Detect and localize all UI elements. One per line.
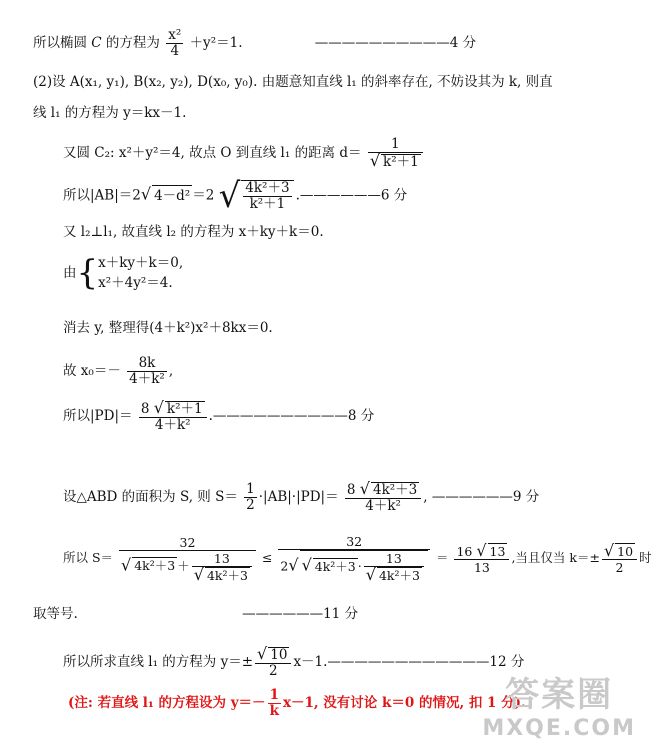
equation-2: x²＋4y²＝4. [98,275,173,291]
text-13a: 取等号. [33,606,78,622]
line-6 [63,222,324,242]
text-10a: 所以|PD|＝ [63,408,133,424]
watermark-logo: 答案圈 [505,675,614,715]
plus: ＋ [177,558,190,573]
fraction-inner [364,551,424,583]
fraction-half [244,482,257,513]
line-8 [63,318,273,338]
fraction-note [268,688,281,719]
text-1a: 所以椭圆 [33,35,92,51]
denominator: 4＋k² [129,371,165,387]
line-7 [63,253,183,293]
numerator: x² [168,27,182,43]
numerator: 8k [138,355,156,371]
equation-system [98,253,183,293]
denominator: 4＋k² [345,498,421,514]
radicand: 4k²＋3 [206,567,248,583]
denominator: 2√ √ 4k²＋3 · $\frac{13}{\text{√ 4k²＋3}}$ [278,549,430,583]
fraction-slope [255,646,291,679]
line-3 [33,103,186,123]
text-12b: ,当且仅当 k＝± [511,550,600,565]
line-2 [33,72,553,92]
fraction-area [345,481,421,514]
text-3: 线 l₁ 的方程为 y＝kx－1. [33,105,187,121]
note-line [68,688,526,719]
text-2: (2)设 A(x₁, y₁), B(x₂, y₂), D(x₀, y₀). 由题意知直线 l₁ 的斜率存在, 不妨设其为 k, 则直 [33,74,553,90]
denominator: 2 [255,663,291,679]
text-7a: 由 [63,265,77,281]
fraction-x2-over-4 [166,28,183,59]
denominator: 4 [166,43,183,59]
numerator: 8 √ 4k²＋3 [346,479,418,498]
le-sign: ≤ [261,550,273,565]
numerator: √ 10 [603,540,634,560]
numerator: 16 √ 13 [456,540,506,560]
numerator-coef: 8 [346,482,356,498]
text-9b: , [168,363,174,379]
radicand: 4k²＋3 [373,482,418,498]
radicand: 10 [270,647,288,663]
radicand: 13 [489,543,506,559]
numerator: 13 [213,550,230,566]
radicand-product: √ 4k²＋3 · $\frac{13}{\text{√ 4k²＋3}}$ [300,550,428,583]
radicand: 4k²＋3 [134,558,176,573]
numerator-coef: 16 [456,543,473,559]
text-11a: 设△ABD 的面积为 S, 则 S＝ [63,489,238,505]
note-b: x－1, 没有讨论 k＝0 的情况, 扣 1 分). [282,695,526,711]
fraction-s3 [454,540,509,575]
numerator: 1 [269,687,279,703]
text-12a: 所以 S＝ [63,550,114,565]
fraction-s2 [278,534,430,583]
score-12: x－1.————————————12 分 [293,654,525,670]
numerator: 4k²＋3 [245,180,290,196]
radicand-5: 4－d² [152,185,192,206]
line-10 [63,400,374,433]
fraction-ab [241,180,293,212]
radicand: 4k²＋3 [314,558,356,574]
denominator: 2 [246,497,255,513]
equation-1: x＋ky＋k＝0, [98,255,184,271]
denominator: √ 4k²＋3 ＋ $\frac{13}{\text{√ 4k²＋3}}$ [119,550,256,583]
text-12c: 时 [639,550,652,565]
radicand: 10 [617,543,634,559]
denominator: k [268,703,281,719]
text-1b: C [91,35,102,51]
numerator: 32 [346,534,363,549]
radicand: 4k²＋3 [378,568,420,583]
denominator: √ 4k²＋3 [192,566,252,583]
numerator-coef: 8 [140,401,150,417]
line-1 [33,28,476,59]
denominator: 4＋k² [139,417,207,433]
fraction-pd [139,400,207,433]
score-9: , ——————9 分 [423,489,540,505]
numerator: 13 [385,551,402,566]
line-11 [63,481,539,514]
radicand: k²＋1 [383,154,419,170]
score-8: .——————————8 分 [208,408,375,424]
text-5b: ＝2 [192,187,215,204]
line-14 [63,646,524,679]
text-1c: 的方程为 [101,35,160,51]
line-4 [63,137,425,170]
watermark-url: MXQE.COM [482,716,636,741]
denominator: √ k²＋1 [368,152,423,170]
score-4: ——————————4 分 [314,35,477,51]
text-5a: 所以|AB|＝2 [63,187,141,204]
radicand: k²＋1 [166,401,203,417]
line-12 [63,534,652,583]
text-11b: ·|AB|·|PD|＝ [258,489,339,505]
equals: ＝ [435,550,449,565]
denominator: 2 [602,559,637,575]
score-11: ——————11 分 [242,606,359,622]
fraction-inner [192,551,252,583]
text-9a: 故 x₀＝－ [63,363,121,379]
fraction-k [602,540,637,575]
numerator: √ 10 [257,644,288,663]
note-a: (注: 若直线 l₁ 的方程设为 y＝－ [68,695,266,711]
fraction-x0 [127,356,167,387]
text-8: 消去 y, 整理得(4＋k²)x²＋8kx＝0. [63,320,273,336]
numerator: 8 √ k²＋1 [140,398,203,417]
text-6: 又 l₂⊥l₁, 故直线 l₂ 的方程为 x＋ky＋k＝0. [63,224,324,240]
line-13 [33,604,358,624]
score-6: .——————6 分 [295,187,408,204]
brace-icon: { [76,253,99,293]
fraction-s1 [119,535,256,583]
text-1d: ＋y²＝1. [189,35,243,51]
watermark [482,667,636,741]
denominator: 13 [454,559,509,575]
denominator: √ 4k²＋3 [364,566,424,583]
text-4a: 又圆 C₂: x²＋y²＝4, 故点 O 到直线 l₁ 的距离 d＝ [63,145,362,161]
dot: · [357,558,362,574]
coef: 2 [280,558,289,574]
numerator: 1 [390,136,400,152]
denominator: k²＋1 [243,196,291,212]
numerator: 32 [179,534,196,550]
line-9 [63,356,173,387]
text-14a: 所以所求直线 l₁ 的方程为 y＝± [63,654,254,670]
fraction-distance [368,137,423,170]
numerator: 1 [246,481,255,497]
line-5: 所以|AB|＝2√ 4－d² ＝2 √ $\frac{\text{4k²＋3}}{\text{k²＋1}}$ .——————6 分 [63,176,408,216]
